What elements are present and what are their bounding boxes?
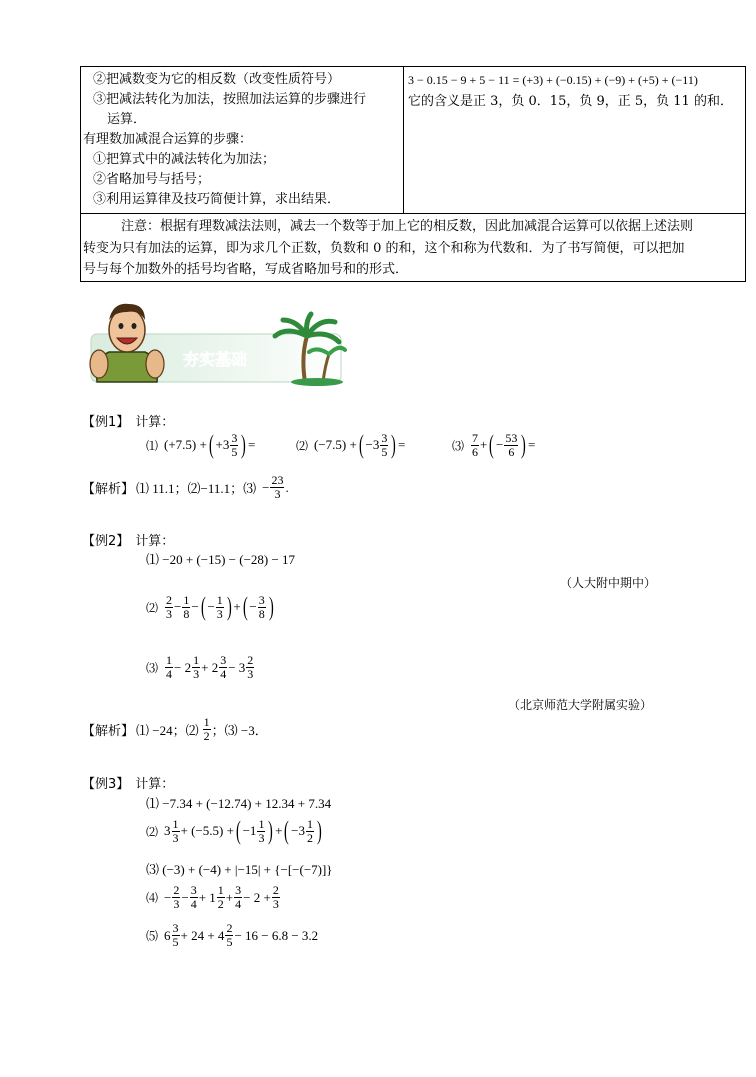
- rule-line: ③利用运算律及技巧简便计算，求出结果．: [93, 192, 341, 207]
- example-2-q1: ⑴ −20 + (−15) − (−28) − 17: [146, 552, 296, 567]
- example-3-q3: ⑶ (−3) + (−4) + |−15| + {−[−(−7)]}: [146, 862, 333, 877]
- example-1-q3: ⑶ 7 6 + ( − $\frac{53}{6}$ ) =: [452, 430, 536, 459]
- example-3-q1: ⑴ −7.34 + (−12.74) + 12.34 + 7.34: [146, 796, 332, 811]
- note-cell: [81, 213, 745, 281]
- example-3-label: 【例3】 计算：: [82, 777, 175, 792]
- note-line: 转变为只有加法的运算，即为求几个正数，负数和 0 的和，这个和称为代数和．为了书写简便，可以把加: [83, 241, 685, 256]
- rule-line: 有理数加减混合运算的步骤：: [83, 132, 253, 147]
- rule-line: ②省略加号与括号；: [93, 172, 211, 187]
- rule-line: ②把减数变为它的相反数（改变性质符号）: [93, 72, 341, 87]
- example-meaning: 它的含义是正 3，负 0．15，负 9，正 5，负 11 的和．: [408, 94, 733, 109]
- example-1-label: 【例1】 计算：: [82, 415, 175, 430]
- example-2-q2: ⑵ 2 3 − $\frac{1}{8}$ − ( − $\frac{1}{3}$ ) + ( − $\frac{3}{8}$ ): [146, 592, 274, 621]
- example-1-q2: ⑵ (−7.5) + ( −3 3 5 ) =: [296, 430, 406, 459]
- rule-line: ③把减法转化为加法，按照加法运算的步骤进行: [93, 92, 367, 107]
- example-3-q4: ⑷ − $\frac{2}{3}$ − $\frac{3}{4}$ + 1 1 2 + $\frac{3}{4}$ − 2 + $\frac{2}{3}$: [146, 883, 279, 911]
- rule-line: 运算．: [107, 112, 147, 127]
- example-2-analysis: 【解析】 ⑴ −24；⑵ 1 2 ；⑶ −3．: [82, 715, 268, 743]
- example-2-label: 【例2】 计算：: [82, 534, 175, 549]
- source-note: （人大附中期中）: [560, 576, 657, 590]
- section-banner: [87, 296, 347, 388]
- example-3-q5: ⑸ 6 3 5 + 24 + 4 2 5 − 16 − 6.8 − 3.2: [146, 921, 319, 949]
- banner-illustration: [87, 296, 347, 388]
- example-3-q2: ⑵ 3 1 3 + (−5.5) + ( −1 1 3 ) + ( −3 1 2 ): [146, 816, 322, 845]
- rules-left-cell: [81, 67, 404, 213]
- banner-title: 夯实基础: [183, 350, 248, 369]
- example-1-q1: ⑴ (+7.5) + ( +3 3 5 ) =: [146, 430, 256, 459]
- source-note: （北京师范大学附属实验）: [508, 698, 653, 712]
- example-formula: 3 − 0.15 − 9 + 5 − 11 = (+3) + (−0.15) + (−9) + (+5) + (−11): [408, 73, 698, 87]
- example-1-analysis: 【解析】 ⑴ 11.1；⑵−11.1；⑶ − $\frac{23}{3}$ .: [82, 473, 289, 501]
- rules-table: [80, 66, 746, 282]
- example-2-q3: ⑶ 1 4 − 2 1 3 + 2 3 4 − 3 2 3: [146, 653, 254, 681]
- rule-line: ①把算式中的减法转化为加法；: [93, 152, 276, 167]
- rules-right-cell: [404, 67, 745, 213]
- note-line: 号与每个加数外的括号均省略，写成省略加号和的形式．: [83, 262, 409, 277]
- note-line: 注意：根据有理数减法法则，减去一个数等于加上它的相反数，因此加减混合运算可以依据上述法则: [121, 219, 694, 234]
